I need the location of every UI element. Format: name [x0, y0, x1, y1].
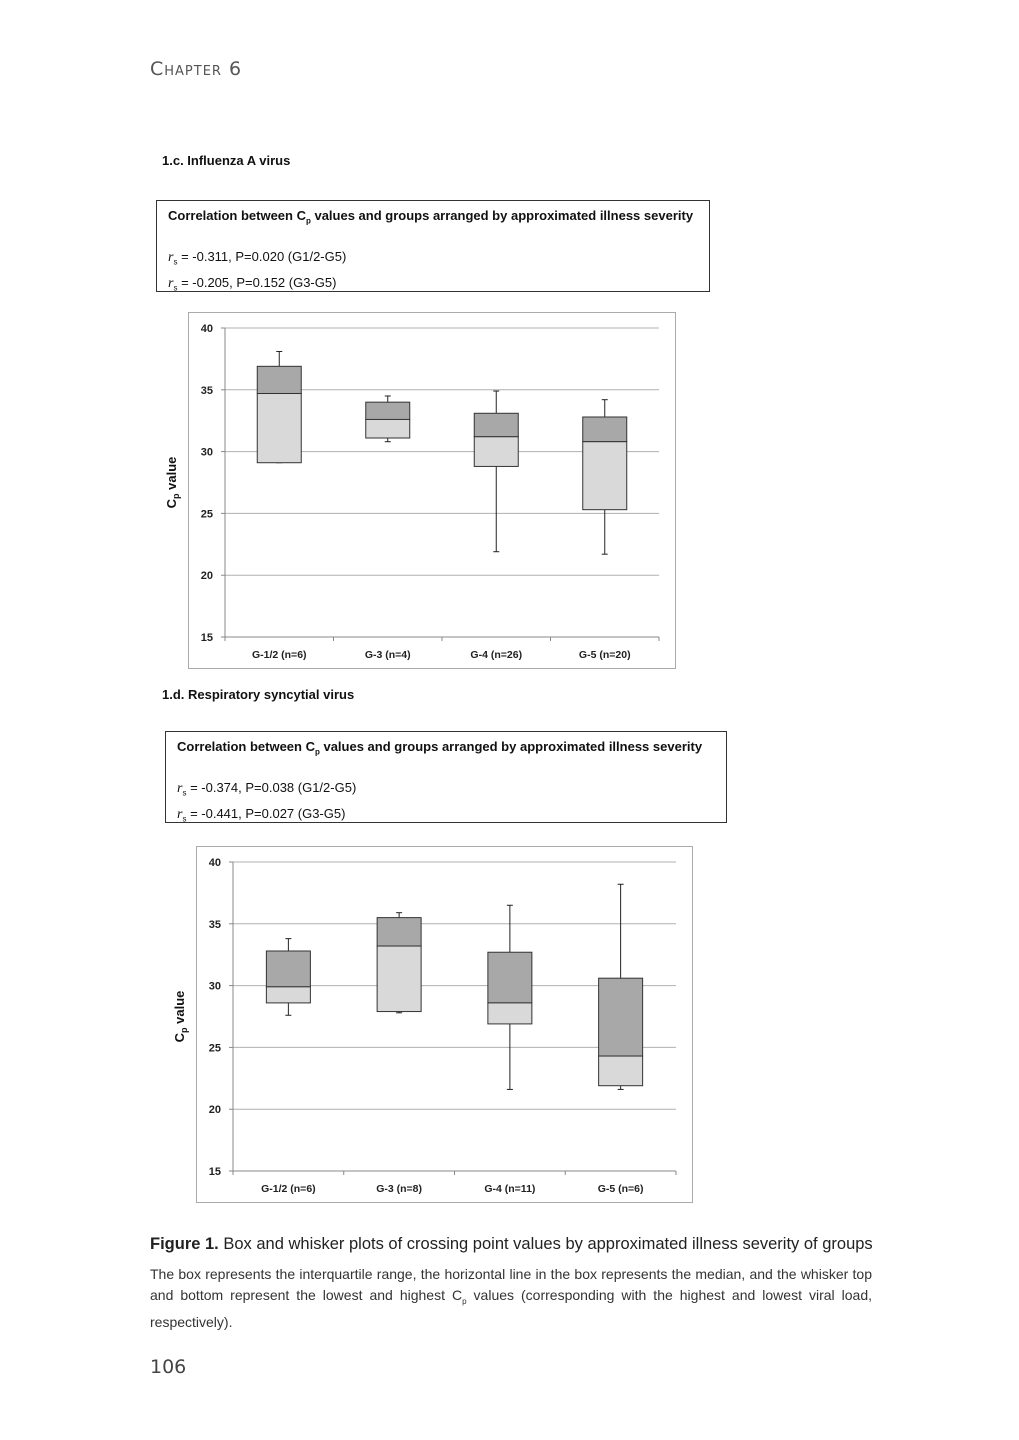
- figure-description: The box represents the interquartile range, the horizontal line in the box represents the median, and the whisker top and bottom represent the lowest and highest $C_p$ values (corresponding with the highest and lowest viral load, respectively).: [150, 1266, 872, 1330]
- y-tick-label: 15: [208, 1166, 221, 1178]
- y-tick-label: 40: [200, 323, 213, 335]
- correlation-line-1: $r_s = -0.311$, P=0.020 (G1/2-G5): [168, 248, 347, 267]
- box-1: [266, 939, 310, 1016]
- box-upper-quartile: [599, 978, 643, 1056]
- y-tick-label: 20: [208, 1104, 221, 1117]
- correlation-line-2: $r_s = -0.441$, P=0.027 (G3-G5): [177, 806, 346, 824]
- box-lower-quartile: [583, 442, 627, 510]
- correlation-box-rsv: [165, 731, 727, 823]
- box-2: [366, 396, 410, 442]
- y-tick-label: 15: [200, 632, 213, 644]
- chart-svg: [164, 313, 675, 668]
- y-tick-label: 25: [200, 508, 213, 521]
- section-heading-influenza: 1.c. Influenza A virus: [162, 153, 291, 168]
- y-axis-title: [164, 457, 181, 509]
- box-lower-quartile: [474, 437, 518, 467]
- box-3: [488, 905, 532, 1089]
- box-upper-quartile: [583, 417, 627, 442]
- box-lower-quartile: [266, 987, 310, 1003]
- x-category-label: G-3 (n=4): [364, 649, 411, 661]
- y-axis-title-rest: value: [172, 990, 187, 1028]
- y-axis-title-rest: value: [164, 456, 179, 494]
- chapter-heading: Chapter 6: [150, 58, 243, 80]
- box-upper-quartile: [257, 366, 301, 393]
- y-tick-label: 20: [200, 570, 213, 583]
- box-upper-quartile: [266, 951, 310, 987]
- box-4: [599, 884, 643, 1089]
- box-lower-quartile: [366, 419, 410, 438]
- box-4: [583, 400, 627, 555]
- section-heading-rsv: 1.d. Respiratory syncytial virus: [162, 687, 355, 702]
- chart-svg: [172, 847, 692, 1202]
- y-tick-label: 35: [200, 384, 213, 397]
- box-2: [377, 913, 421, 1013]
- y-axis-title: [172, 991, 189, 1043]
- correlation-title: Correlation between $C_p$ values and groups arranged by approximated illness severity: [168, 208, 694, 226]
- box-upper-quartile: [366, 402, 410, 419]
- box-plot-rsv: [172, 846, 693, 1203]
- y-tick-label: 30: [200, 446, 213, 459]
- box-lower-quartile: [257, 394, 301, 463]
- box-upper-quartile: [377, 918, 421, 946]
- box-lower-quartile: [599, 1056, 643, 1086]
- box-1: [257, 351, 301, 462]
- x-category-label: G-3 (n=8): [376, 1183, 423, 1195]
- box-lower-quartile: [377, 946, 421, 1012]
- correlation-box-influenza: [156, 200, 710, 292]
- box-lower-quartile: [488, 1003, 532, 1024]
- y-axis-title-main: C: [172, 1032, 187, 1043]
- x-category-label: G-5 (n=6): [597, 1183, 644, 1195]
- y-axis-title-main: C: [164, 498, 179, 509]
- x-category-label: G-4 (n=11): [484, 1183, 536, 1195]
- x-category-label: G-5 (n=20): [578, 649, 631, 661]
- correlation-line-1: $r_s = -0.374$, P=0.038 (G1/2-G5): [177, 779, 357, 798]
- y-tick-label: 35: [208, 918, 221, 931]
- x-category-label: G-1/2 (n=6): [251, 649, 307, 661]
- x-category-label: G-4 (n=26): [470, 649, 523, 661]
- y-axis-title-sub: p: [179, 1027, 189, 1033]
- page-number: 106: [150, 1356, 187, 1378]
- y-tick-label: 25: [208, 1042, 221, 1055]
- x-category-label: G-1/2 (n=6): [261, 1183, 316, 1195]
- correlation-line-2: $r_s = -0.205$, P=0.152 (G3-G5): [168, 275, 337, 293]
- figure-caption: Figure 1. Box and whisker plots of crossing point values by approximated illness severity of groups: [150, 1235, 873, 1253]
- y-tick-label: 40: [208, 857, 221, 869]
- correlation-title: Correlation between $C_p$ values and groups arranged by approximated illness severity: [177, 739, 703, 757]
- y-axis-title-sub: p: [171, 493, 181, 499]
- box-upper-quartile: [474, 413, 518, 436]
- y-tick-label: 30: [208, 980, 221, 993]
- box-3: [474, 391, 518, 552]
- box-plot-influenza: [164, 312, 676, 669]
- box-upper-quartile: [488, 952, 532, 1003]
